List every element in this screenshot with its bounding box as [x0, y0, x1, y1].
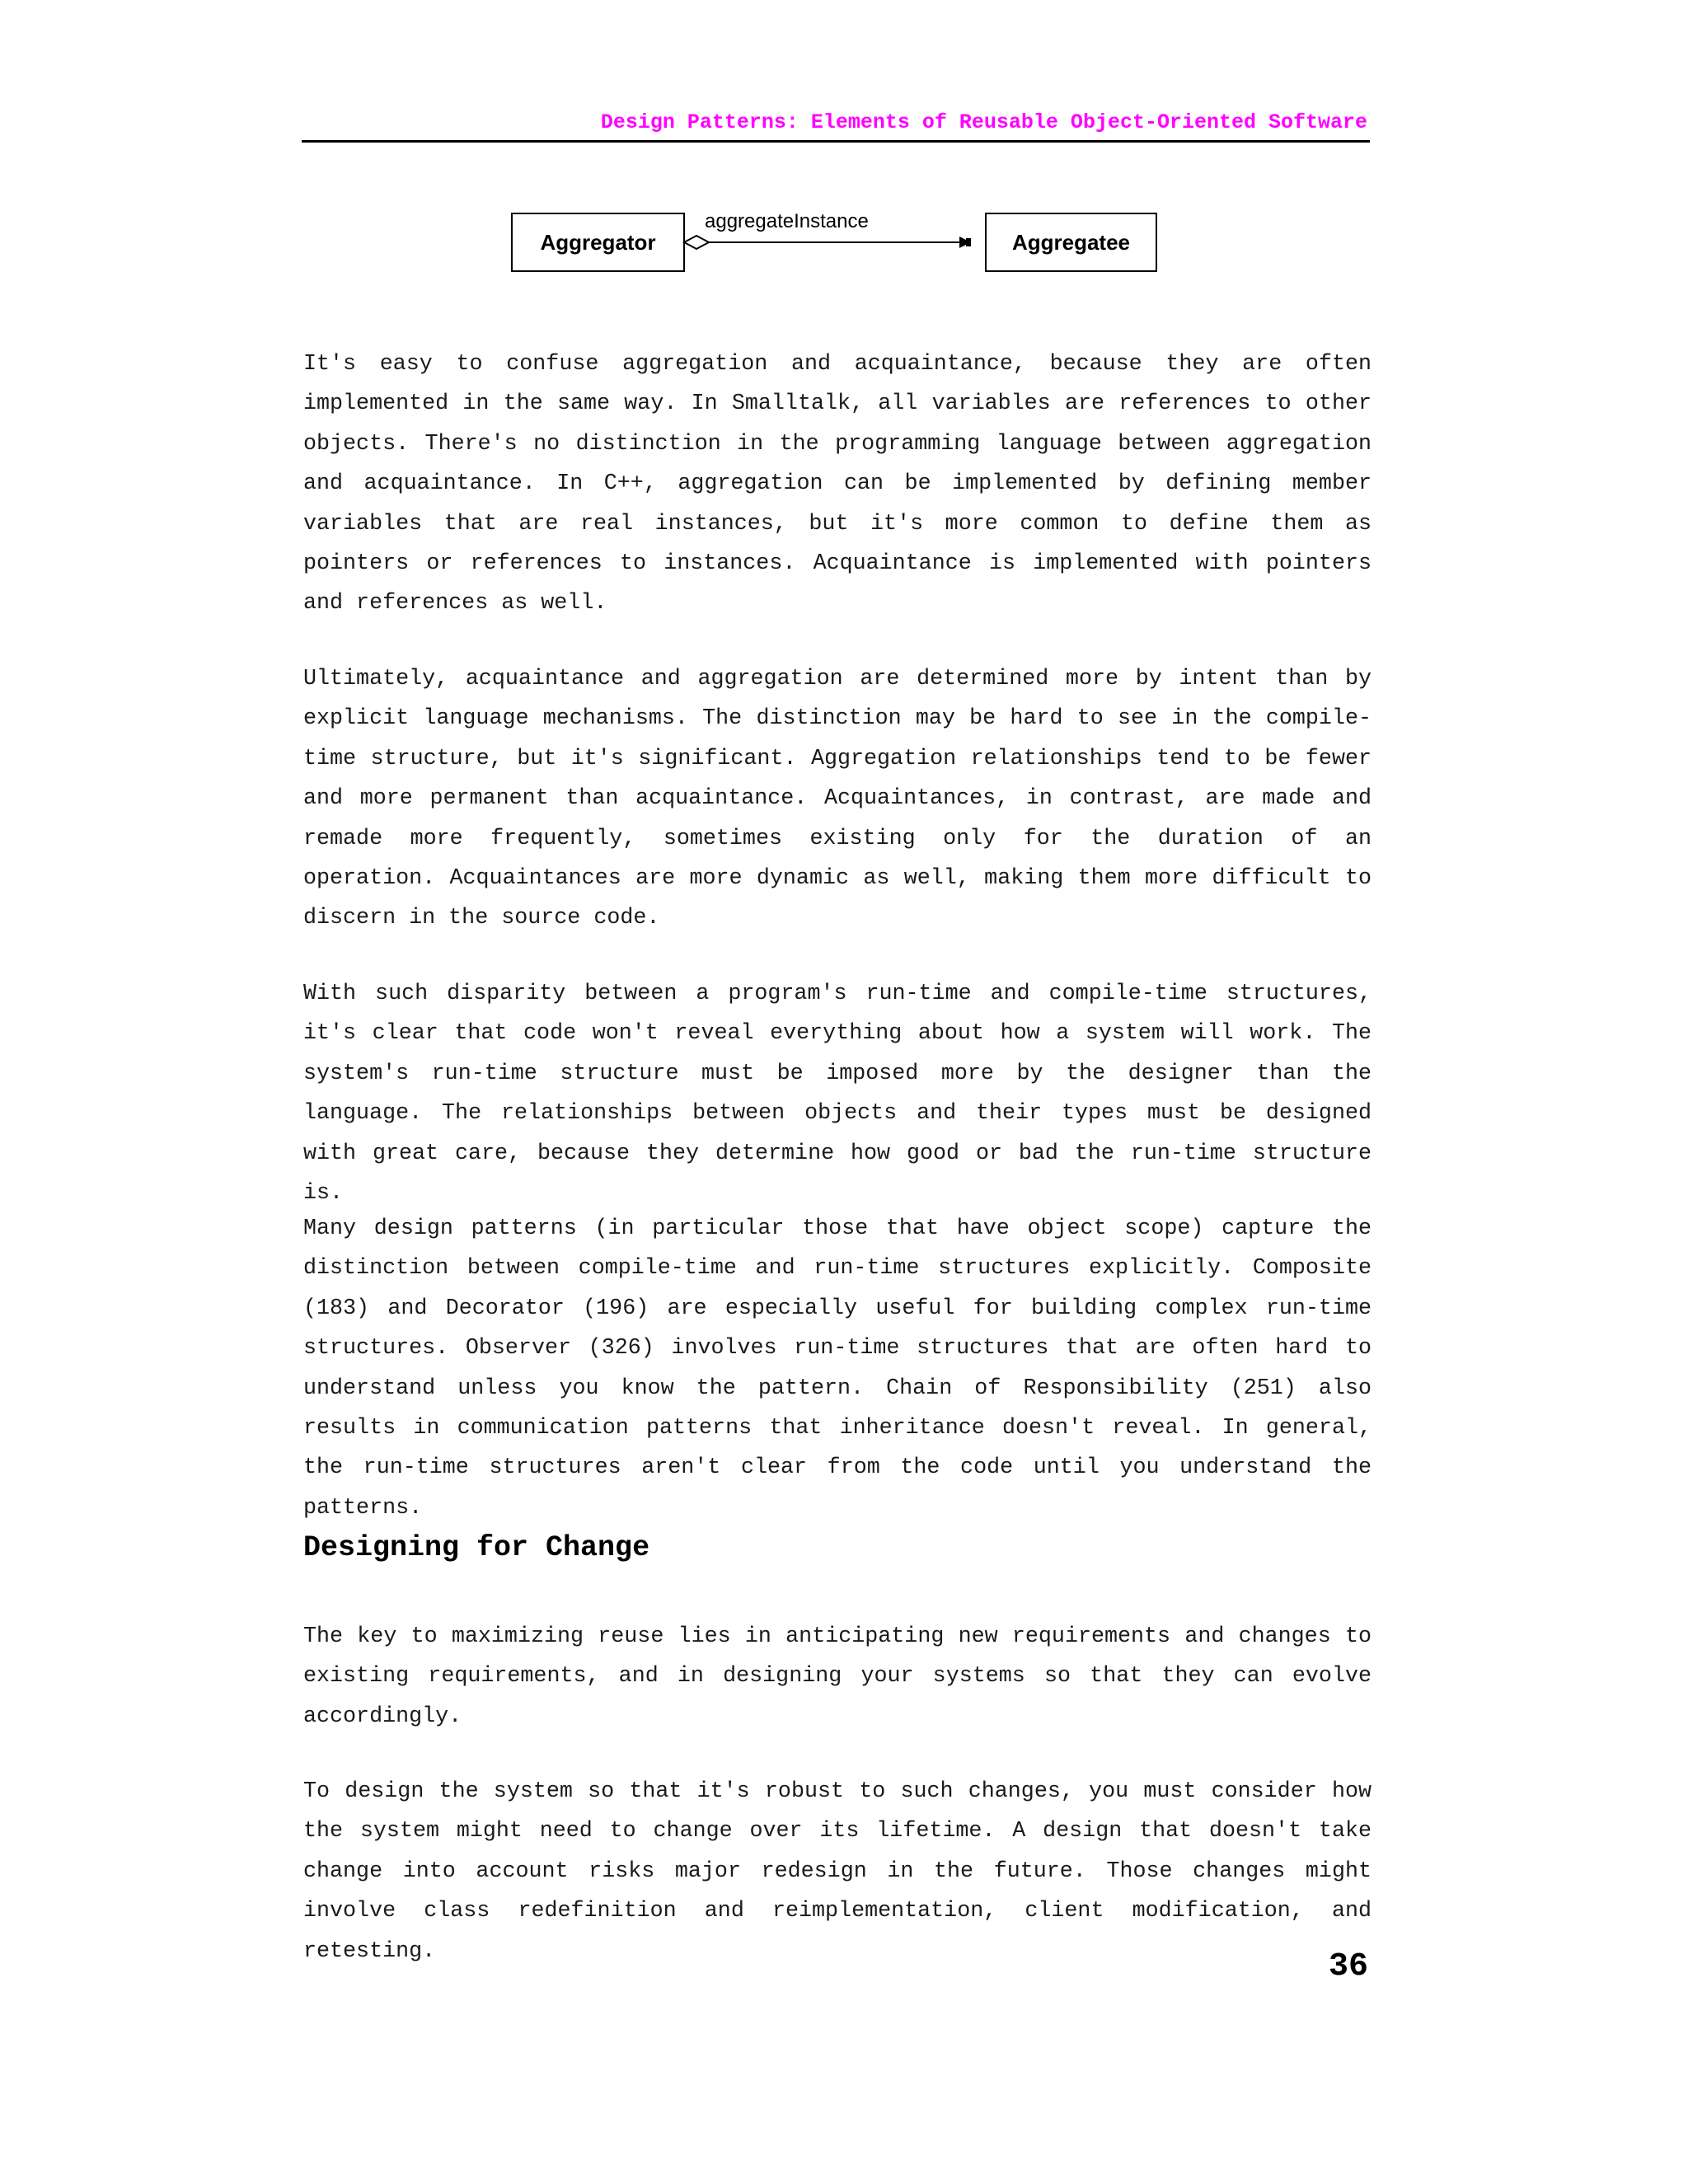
section-heading: Designing for Change — [303, 1531, 650, 1564]
aggregation-diagram — [495, 198, 1170, 280]
page-number: 36 — [1328, 1948, 1368, 1985]
paragraph: The key to maximizing reuse lies in anticipating new requirements and changes to existing requirements, and in designing your systems so that they can evolve accordingly. — [303, 1624, 1372, 1729]
aggregation-diamond-icon — [684, 236, 709, 249]
paragraph: With such disparity between a program's run-time and compile-time structures, it's clear that code won't reveal everything about how a system will work. The system's run-time structure must be imposed more by the designer than the language. The relationships between objects and their types must be designed with great care, because they determine how good or bad the run-time structure is. — [303, 982, 1372, 1207]
header-rule — [302, 140, 1370, 143]
relation-label: aggregateInstance — [705, 210, 869, 232]
paragraph: Many design patterns (in particular those that have object scope) capture the distinction between compile-time and run-time structures explicitly. Composite (183) and Decorator (196) are especially useful for building complex run-time structures. Observer (326) involves run-time structures that are often hard to understand unless you know the pattern. Chain of Responsibility (251) also results in communication patterns that inheritance doesn't reveal. In general, the run-time structures aren't clear from the code until you understand the patterns. — [303, 1216, 1372, 1521]
paragraph: To design the system so that it's robust to such changes, you must consider how the system might need to change over its lifetime. A design that doesn't take change into account risks major redesign in the future. Those changes might involve class redefinition and reimplementation, client modification, and retesting. — [303, 1779, 1372, 1964]
aggregator-label: Aggregator — [540, 230, 656, 255]
aggregatee-label: Aggregatee — [1011, 230, 1131, 255]
paragraph: It's easy to confuse aggregation and acquaintance, because they are often implemented in the same way. In Smalltalk, all variables are references to other objects. There's no distinction in the programming language between aggregation and acquaintance. In C++, aggregation can be implemented by defining member variables that are real instances, but it's more common to define them as pointers or references to instances. Acquaintance is implemented with pointers and references as well. — [303, 352, 1372, 616]
running-header: Design Patterns: Elements of Reusable Object-Oriented Software — [600, 110, 1367, 134]
arrow-tail-block — [966, 238, 971, 246]
paragraph: Ultimately, acquaintance and aggregation are determined more by intent than by explicit language mechanisms. The distinction may be hard to see in the compile-time structure, but it's significant. Aggregation relationships tend to be fewer and more permanent than acquaintance. Acquaintances, in contrast, are made and remade more frequently, sometimes existing only for the duration of an operation. Acquaintances are more dynamic as well, making them more difficult to discern in the source code. — [303, 667, 1372, 931]
